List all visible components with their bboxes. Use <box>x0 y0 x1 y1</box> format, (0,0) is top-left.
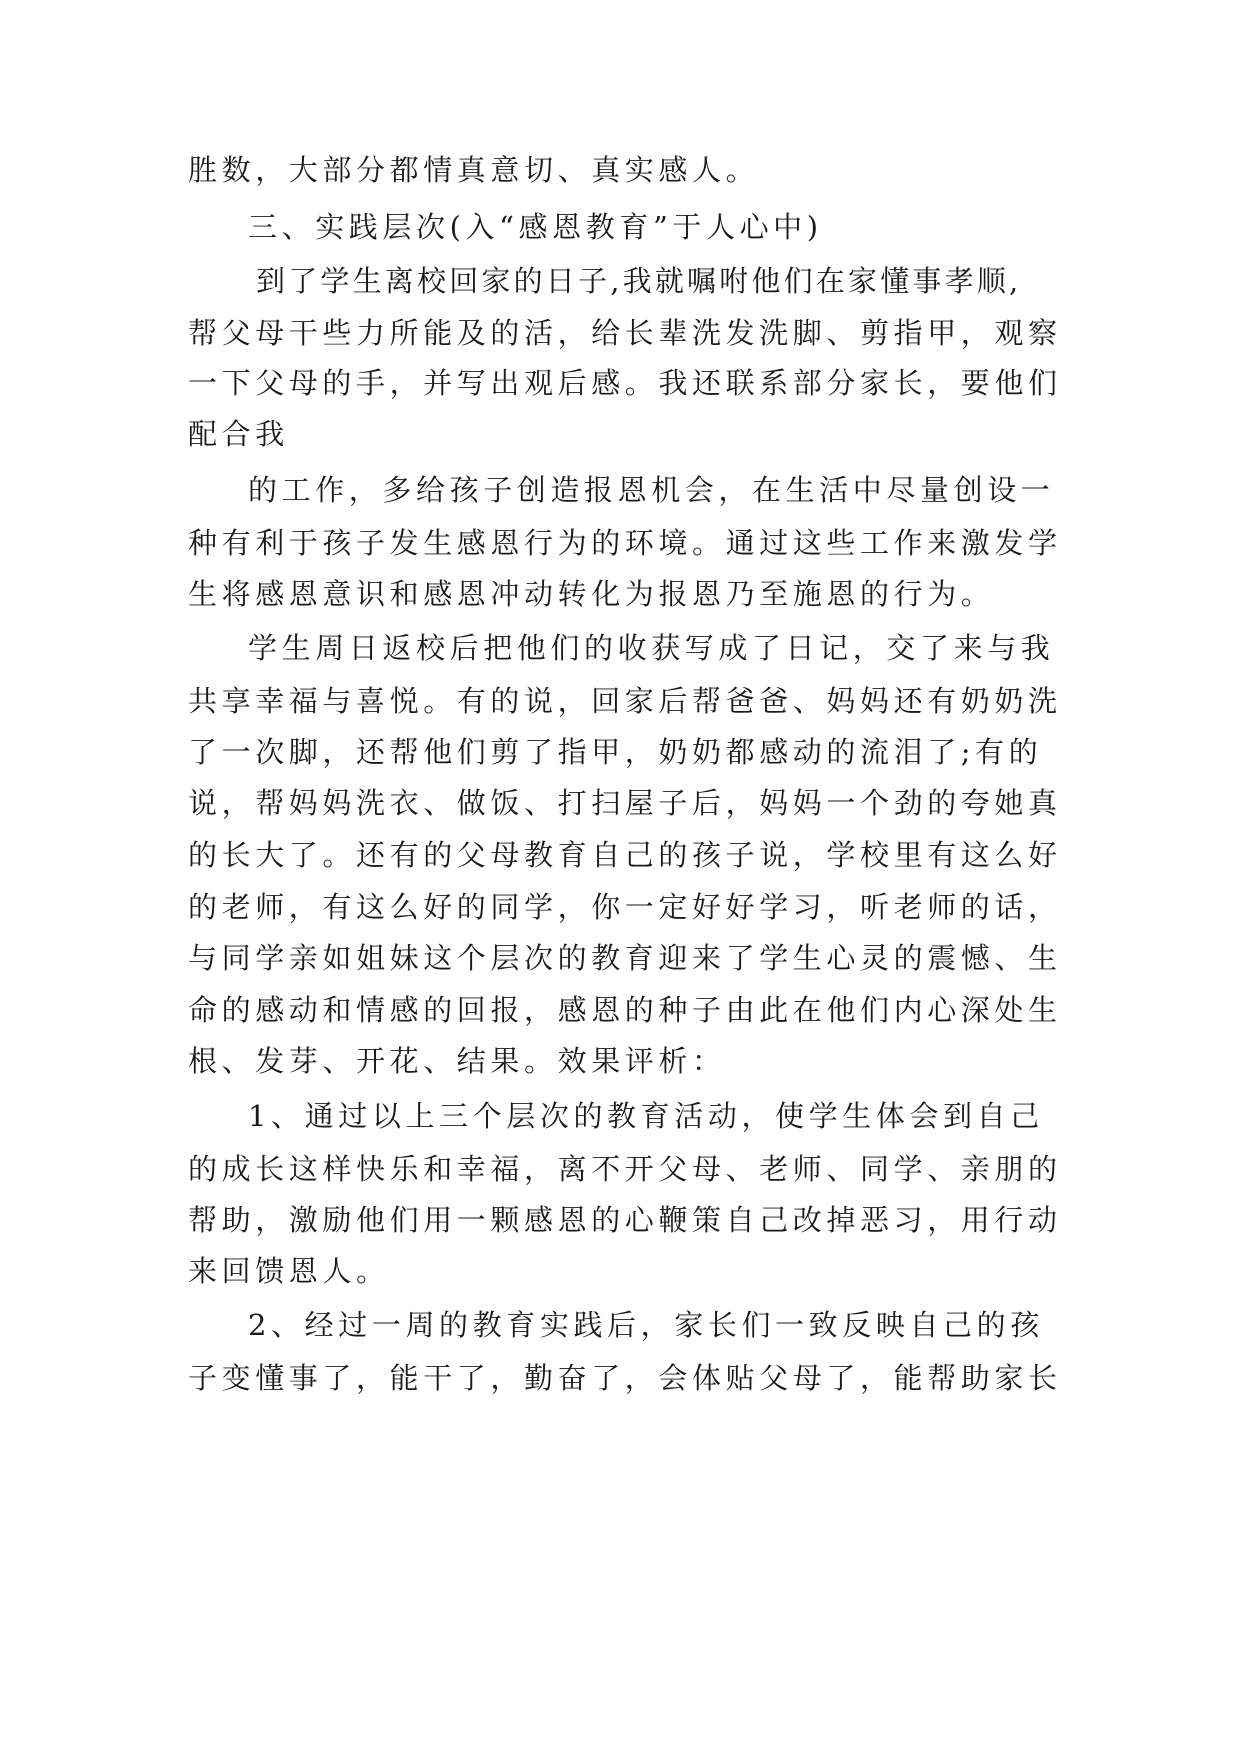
section-heading: 三、实践层次(入“感恩教育”于人心中) <box>248 210 823 244</box>
text-line: 的长大了。还有的父母教育自己的孩子说，学校里有这么好 <box>188 838 1062 872</box>
text-line: 与同学亲如姐妹这个层次的教育迎来了学生心灵的震憾、生 <box>188 941 1062 975</box>
text-line: 种有利于孩子发生感恩行为的环境。通过这些工作来激发学 <box>188 526 1062 560</box>
text-line: 配合我 <box>188 417 289 451</box>
text-line: 来回馈恩人。 <box>188 1254 390 1288</box>
text-line: 的老师，有这么好的同学，你一定好好学习，听老师的话， <box>188 890 1062 924</box>
text-line: 了一次脚，还帮他们剪了指甲，奶奶都感动的流泪了;有的 <box>188 735 1043 769</box>
text-line: 命的感动和情感的回报，感恩的种子由此在他们内心深处生 <box>188 993 1062 1027</box>
text-line: 帮父母干些力所能及的活，给长辈洗发洗脚、剪指甲，观察 <box>188 316 1062 350</box>
text-line: 根、发芽、开花、结果。效果评析： <box>188 1044 726 1078</box>
text-line: 帮助，激励他们用一颗感恩的心鞭策自己改掉恶习，用行动 <box>188 1203 1062 1237</box>
text-line: 到了学生离校回家的日子,我就嘱咐他们在家懂事孝顺, <box>256 264 1022 298</box>
text-line: 子变懂事了，能干了，勤奋了，会体贴父母了，能帮助家长 <box>188 1361 1062 1395</box>
text-line: 说，帮妈妈洗衣、做饭、打扫屋子后，妈妈一个劲的夸她真 <box>188 786 1062 820</box>
text-line: 的工作，多给孩子创造报恩机会，在生活中尽量创设一 <box>248 473 1055 507</box>
list-item-1: 1、通过以上三个层次的教育活动，使学生体会到自己 <box>248 1099 1044 1133</box>
text-line: 一下父母的手，并写出观后感。我还联系部分家长，要他们 <box>188 366 1062 400</box>
text-line: 的成长这样快乐和幸福，离不开父母、老师、同学、亲朋的 <box>188 1152 1062 1186</box>
text-line: 学生周日返校后把他们的收获写成了日记，交了来与我 <box>248 631 1055 665</box>
text-line: 生将感恩意识和感恩冲动转化为报恩乃至施恩的行为。 <box>188 577 995 611</box>
list-item-2: 2、经过一周的教育实践后，家长们一致反映自己的孩 <box>248 1308 1044 1342</box>
text-line: 胜数，大部分都情真意切、真实感人。 <box>188 153 760 187</box>
text-line: 共享幸福与喜悦。有的说，回家后帮爸爸、妈妈还有奶奶洗 <box>188 684 1062 718</box>
